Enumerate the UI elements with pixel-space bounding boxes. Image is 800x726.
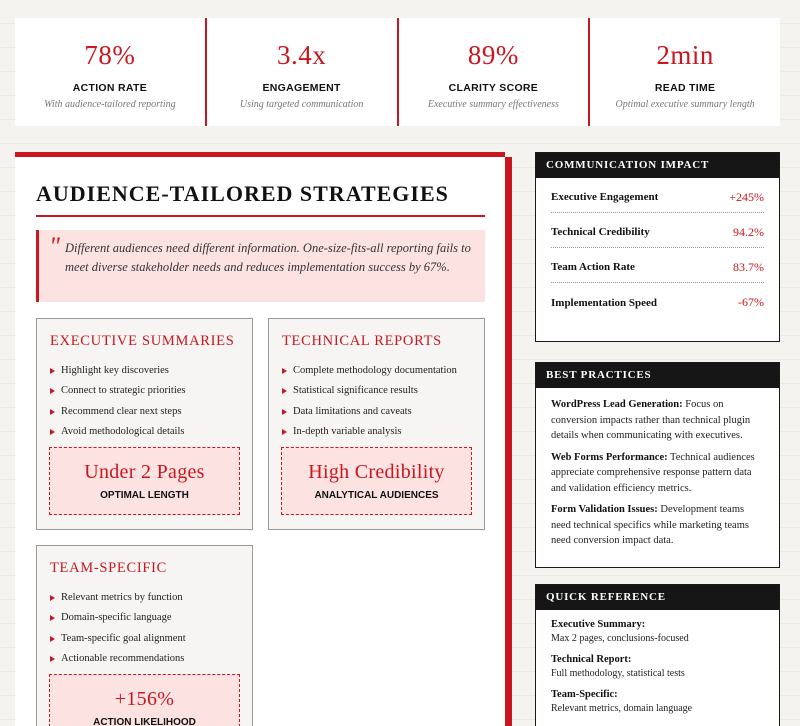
metric-subtitle: With audience-tailored reporting [44,99,176,110]
metric-engagement [207,18,399,126]
quick-reference-list [536,610,779,716]
impact-key: Team Action Rate [551,261,635,273]
impact-value: +245% [729,189,764,204]
quick-ref-value: Full methodology, statistical tests [551,668,685,679]
impact-value: 94.2% [733,224,764,239]
quick-ref-value: Relevant metrics, domain language [551,703,693,714]
quick-ref-key: Team-Specific: [551,689,618,700]
box-technical-reports [268,318,485,530]
box-team-specific [36,545,253,726]
callout-quote [36,230,485,302]
list-item: Complete methodology documentation [282,361,457,381]
list-item: Relevant metrics by function [50,588,186,608]
list-item: Data limitations and caveats [282,402,457,422]
metric-action-rate [15,18,207,126]
panel-header: QUICK REFERENCE [536,585,779,610]
title-divider [36,215,485,217]
panel-best-practices [535,362,780,568]
box-list [50,588,186,669]
callout-value: +156% [114,688,175,710]
best-practice-item [551,502,764,549]
box-title: EXECUTIVE SUMMARIES [50,333,235,349]
main-card [15,152,505,726]
box-callout [281,447,472,515]
list-item: Statistical significance results [282,381,457,401]
box-executive-summaries [36,318,253,530]
list-item: Team-specific goal alignment [50,629,186,649]
metric-clarity-score [399,18,591,126]
best-practice-lead: Web Forms Performance: [551,451,668,463]
box-callout [49,674,240,726]
box-list [282,361,457,442]
metric-label: ENGAGEMENT [262,82,341,94]
metric-label: CLARITY SCORE [448,82,539,94]
best-practice-text: Focus on conversion impacts rather than technical plugin details when communicating with executives. [551,399,751,441]
metric-label: READ TIME [654,82,716,94]
impact-row [551,213,764,248]
panel-quick-reference [535,584,780,726]
best-practice-item [551,397,764,444]
best-practice-item [551,450,764,497]
metric-value: 89% [467,40,519,70]
list-item: Domain-specific language [50,608,186,628]
box-title: TEAM-SPECIFIC [50,560,168,576]
metric-subtitle: Optimal executive summary length [615,99,755,110]
best-practices-list [536,388,779,549]
impact-row [551,283,764,318]
impact-row [551,248,764,283]
metric-subtitle: Executive summary effectiveness [427,99,559,110]
quote-icon: " [49,232,60,261]
metrics-bar [15,18,780,126]
metric-value: 3.4x [277,40,327,70]
box-list [50,361,186,442]
impact-value: 83.7% [733,259,764,274]
metric-subtitle: Using targeted communication [239,99,364,110]
metric-label: ACTION RATE [72,82,148,94]
list-item: Recommend clear next steps [50,402,186,422]
callout-label: ANALYTICAL AUDIENCES [314,490,439,501]
panel-header: BEST PRACTICES [536,363,779,388]
best-practice-text: Technical audiences appreciate comprehensive response pattern data and validation efficiency metrics. [551,451,755,494]
quick-ref-value: Max 2 pages, conclusions-focused [551,633,689,644]
callout-label: OPTIMAL LENGTH [100,490,189,501]
list-item: In-depth variable analysis [282,422,457,442]
best-practice-lead: Form Validation Issues: [551,504,658,515]
panel-header: COMMUNICATION IMPACT [536,153,779,178]
list-item: Connect to strategic priorities [50,381,186,401]
best-practice-text: Development teams need technical specifics while marketing teams need conversion impact data. [551,504,749,546]
impact-row [551,178,764,213]
metric-value: 78% [84,40,136,70]
impact-key: Technical Credibility [551,226,650,238]
quick-ref-key: Executive Summary: [551,619,646,630]
impact-value: -67% [738,295,764,309]
list-item: Actionable recommendations [50,649,186,669]
main-title: AUDIENCE-TAILORED STRATEGIES [36,181,449,206]
impact-key: Implementation Speed [551,296,658,309]
callout-value: High Credibility [308,461,445,483]
metric-value: 2min [656,40,714,70]
callout-label: ACTION LIKELIHOOD [93,717,196,726]
quote-text: Different audiences need different information. One-size-fits-all reporting fails to meet diverse stakeholder needs and reduces implementation success by 67%. [65,241,471,274]
box-title: TECHNICAL REPORTS [282,333,442,349]
panel-communication-impact [535,152,780,342]
impact-key: Executive Engagement [551,191,659,203]
best-practice-lead: WordPress Lead Generation: [551,399,683,410]
box-callout [49,447,240,515]
quick-ref-key: Technical Report: [551,654,632,665]
metric-read-time [590,18,780,126]
callout-value: Under 2 Pages [84,461,205,483]
list-item: Highlight key discoveries [50,361,186,381]
list-item: Avoid methodological details [50,422,186,442]
